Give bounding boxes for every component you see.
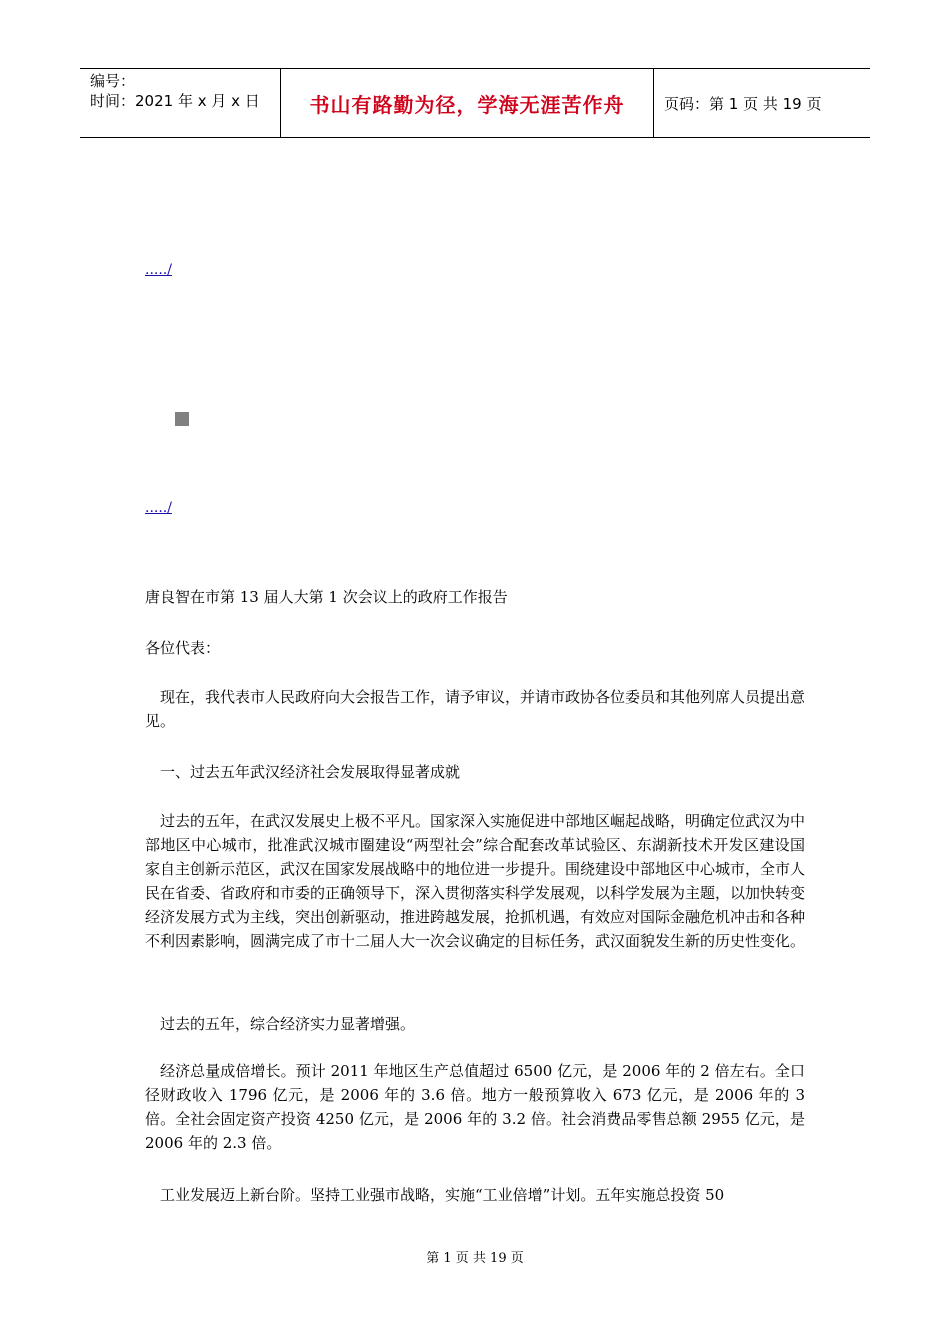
page-header xyxy=(80,68,870,138)
number-label: 编号： xyxy=(90,72,136,90)
paragraph: 过去的五年，综合经济实力显著增强。 xyxy=(160,1015,416,1033)
document-title: 唐良智在市第 13 届人大第 1 次会议上的政府工作报告 xyxy=(145,588,508,606)
paragraph: 经济总量成倍增长。预计 2011 年地区生产总值超过 6500 亿元，是 2006 年的 2 倍左右。全口径财政收入 1796 亿元，是 2006 年的 3.6 倍。地方一般预算收入 673 亿元，是 2006 年的 3 倍。全社会固定资产投资 4250 亿元，是 2006 年的 3.2 倍。社会消费品零售总额 2955 亿元，是 2006 年的 2.3 倍。 xyxy=(145,1062,805,1152)
paragraph: 过去的五年，在武汉发展史上极不平凡。国家深入实施促进中部地区崛起战略，明确定位武汉为中部地区中心城市，批准武汉城市圈建设“两型社会”综合配套改革试验区、东湖新技术开发区建设国家自主创新示范区，武汉在国家发展战略中的地位进一步提升。围绕建设中部地区中心城市，全市人民在省委、省政府和市委的正确领导下，深入贯彻落实科学发展观，以科学发展为主题，以加快转变经济发展方式为主线，突出创新驱动，推进跨越发展，抢抓机遇，有效应对国际金融危机冲击和各种不利因素影响，圆满完成了市十二届人大一次会议确定的目标任务，武汉面貌发生新的历史性变化。 xyxy=(145,812,806,950)
paragraph: 工业发展迈上新台阶。坚持工业强市战略，实施“工业倍增”计划。五年实施总投资 50 xyxy=(160,1186,725,1204)
time-label: 时间：2021 年 x 月 x 日 xyxy=(90,92,260,110)
header-page-info: 页码：第 1 页 共 19 页 xyxy=(664,94,822,113)
salutation: 各位代表： xyxy=(145,639,221,657)
section-heading: 一、过去五年武汉经济社会发展取得显著成就 xyxy=(160,763,461,781)
page-footer: 第 1 页 共 19 页 xyxy=(426,1251,524,1266)
link-second[interactable]: ...../ xyxy=(145,500,172,516)
paragraph: 现在，我代表市人民政府向大会报告工作，请予审议，并请市政协各位委员和其他列席人员提出意见。 xyxy=(145,688,806,730)
link-first[interactable]: ...../ xyxy=(145,262,172,278)
image-placeholder-icon xyxy=(175,412,189,426)
header-motto: 书山有路勤为径，学海无涯苦作舟 xyxy=(281,69,654,137)
header-meta xyxy=(80,69,281,137)
